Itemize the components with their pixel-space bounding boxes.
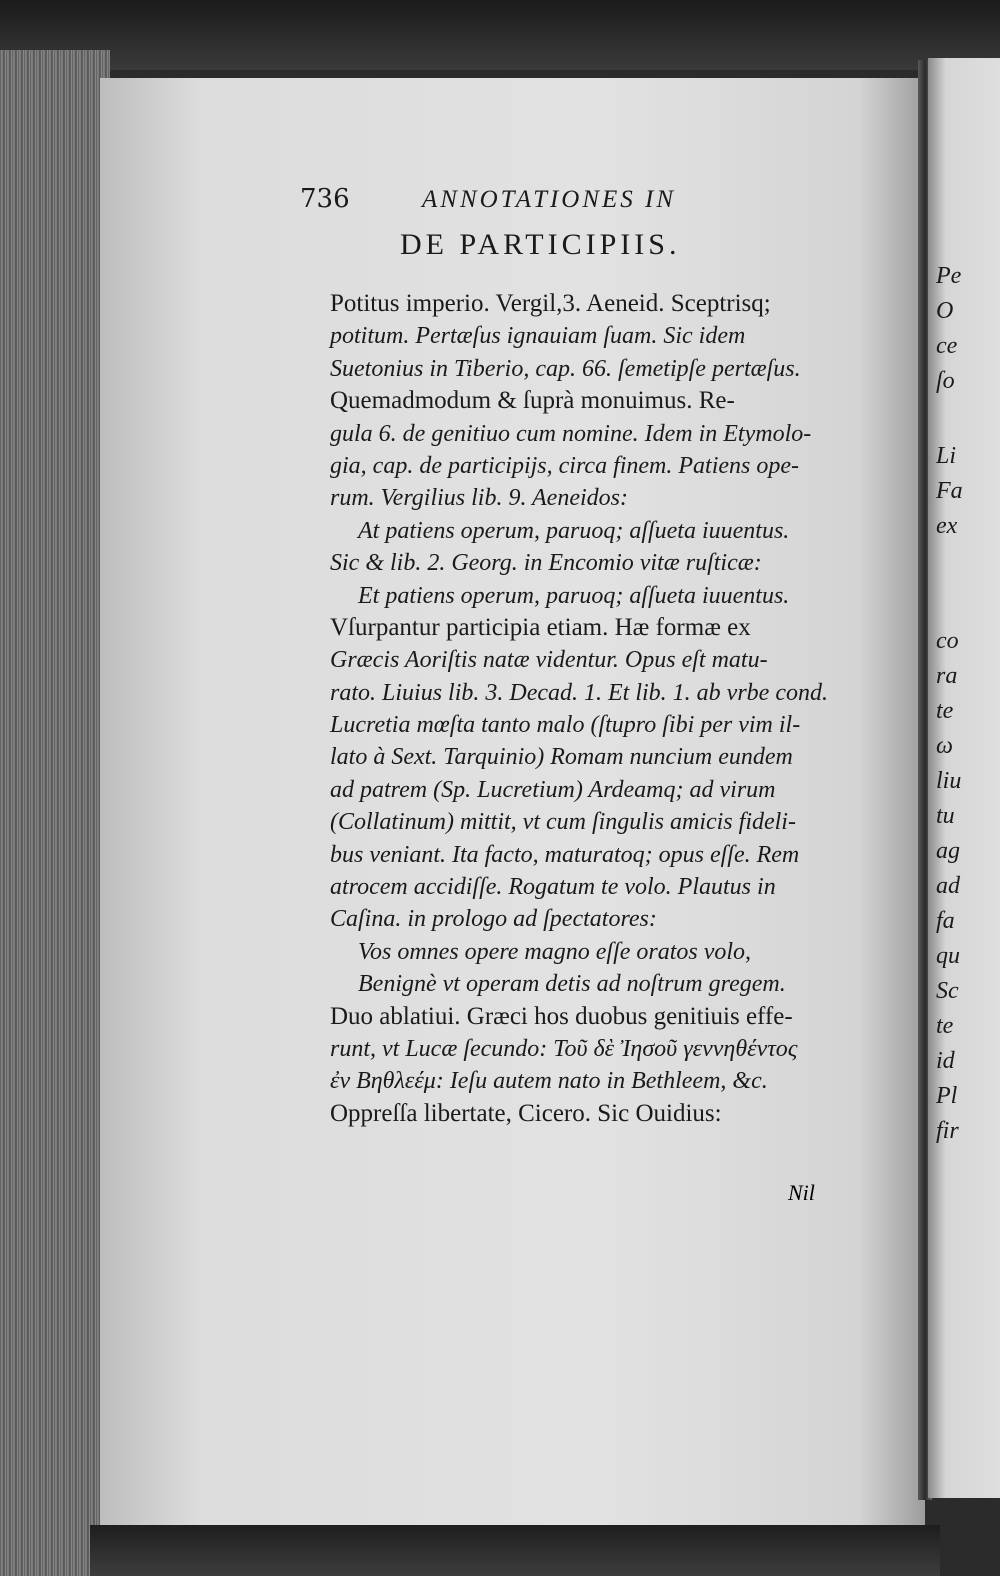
text-line: Lucretia mœſta tanto malo (ſtupro ſibi per vim il- <box>330 712 801 739</box>
text-line: ἐν Βηθλεέμ: Ieſu autem nato in Bethleem, &c. <box>330 1068 768 1095</box>
text-line: atrocem accidiſſe. Rogatum te volo. Plautus in <box>330 874 776 901</box>
text-line: Duo ablatiui. Græci hos duobus genitiuis effe- <box>330 1002 793 1030</box>
right-fragment: Pe <box>936 263 962 289</box>
page-number: 736 <box>300 184 350 214</box>
body-text <box>330 288 970 1130</box>
right-fragment: liu <box>936 768 962 794</box>
right-fragment: qu <box>936 943 960 969</box>
right-fragment: co <box>936 628 959 654</box>
section-title: DE PARTICIPIIS. <box>400 228 681 261</box>
right-fragment: Sc <box>936 978 959 1004</box>
right-fragment: ω <box>936 733 953 759</box>
text-line: Quemadmodum & ſuprà monuimus. Re- <box>330 387 735 415</box>
right-fragment: ce <box>936 333 958 359</box>
right-fragment: id <box>936 1048 955 1074</box>
verse-line: Benignè vt operam detis ad noſtrum gregem. <box>358 971 786 998</box>
text-line: gia, cap. de participijs, circa finem. Patiens ope- <box>330 452 800 479</box>
text-line: ad patrem (Sp. Lucretium) Ardeamq; ad virum <box>330 776 776 803</box>
verse-line: At patiens operum, paruoq; aſſueta iuuentus. <box>358 517 790 544</box>
text-line: Vſurpantur participia etiam. Hæ formæ ex <box>330 613 751 641</box>
text-line: Sic & lib. 2. Georg. in Encomio vitæ ruſticæ: <box>330 550 762 577</box>
right-fragment: ad <box>936 873 960 899</box>
verse-line: Et patiens operum, paruoq; aſſueta iuuentus. <box>358 582 790 609</box>
right-fragment: fir <box>936 1118 959 1144</box>
right-fragment: ra <box>936 663 958 689</box>
right-fragment: ſo <box>936 368 955 394</box>
running-title: ANNOTATIONES IN <box>422 186 677 213</box>
text-line: runt, vt Lucæ ſecundo: Τοῦ δὲ Ἰησοῦ γεννηθέντος <box>330 1035 798 1062</box>
catchword: Nil <box>788 1180 815 1205</box>
verse-line: Vos omnes opere magno eſſe oratos volo, <box>358 938 752 965</box>
right-fragment: O <box>936 298 954 324</box>
text-line: rato. Liuius lib. 3. Decad. 1. Et lib. 1. ab vrbe cond. <box>330 679 828 706</box>
right-fragment: Fa <box>936 478 963 504</box>
right-fragment: te <box>936 698 954 724</box>
text-line: bus veniant. Ita facto, maturatoq; opus eſſe. Rem <box>330 841 800 868</box>
book-page-edges <box>0 50 110 1576</box>
text-line: lato à Sext. Tarquinio) Romam nuncium eundem <box>330 744 793 771</box>
left-page <box>100 78 925 1530</box>
right-fragment: Li <box>936 443 957 469</box>
text-line: potitum. Pertæſus ignauiam ſuam. Sic idem <box>330 323 746 350</box>
right-fragment: te <box>936 1013 954 1039</box>
right-page-fragment <box>928 58 1000 1498</box>
text-line: Potitus imperio. Vergil,3. Aeneid. Sceptrisq; <box>330 290 771 317</box>
book-bottom-edge <box>90 1525 940 1576</box>
text-line: Suetonius in Tiberio, cap. 66. ſemetipſe pertæſus. <box>330 355 801 382</box>
right-fragment: tu <box>936 803 955 829</box>
text-line: Græcis Aoriſtis natæ videntur. Opus eſt matu- <box>330 647 768 674</box>
right-fragment: ag <box>936 838 960 864</box>
right-fragment: Pl <box>936 1083 958 1109</box>
text-line: (Collatinum) mittit, vt cum ſingulis amicis fideli- <box>330 809 796 836</box>
right-fragment: ex <box>936 513 958 539</box>
text-line: rum. Vergilius lib. 9. Aeneidos: <box>330 485 628 512</box>
text-line: Oppreſſa libertate, Cicero. Sic Ouidius: <box>330 1099 722 1127</box>
text-line: Caſina. in prologo ad ſpectatores: <box>330 906 657 933</box>
text-line: gula 6. de genitiuo cum nomine. Idem in Etymolo- <box>330 420 812 447</box>
running-head <box>300 184 900 224</box>
top-shadow <box>0 0 1000 70</box>
right-fragment: fa <box>936 908 955 934</box>
